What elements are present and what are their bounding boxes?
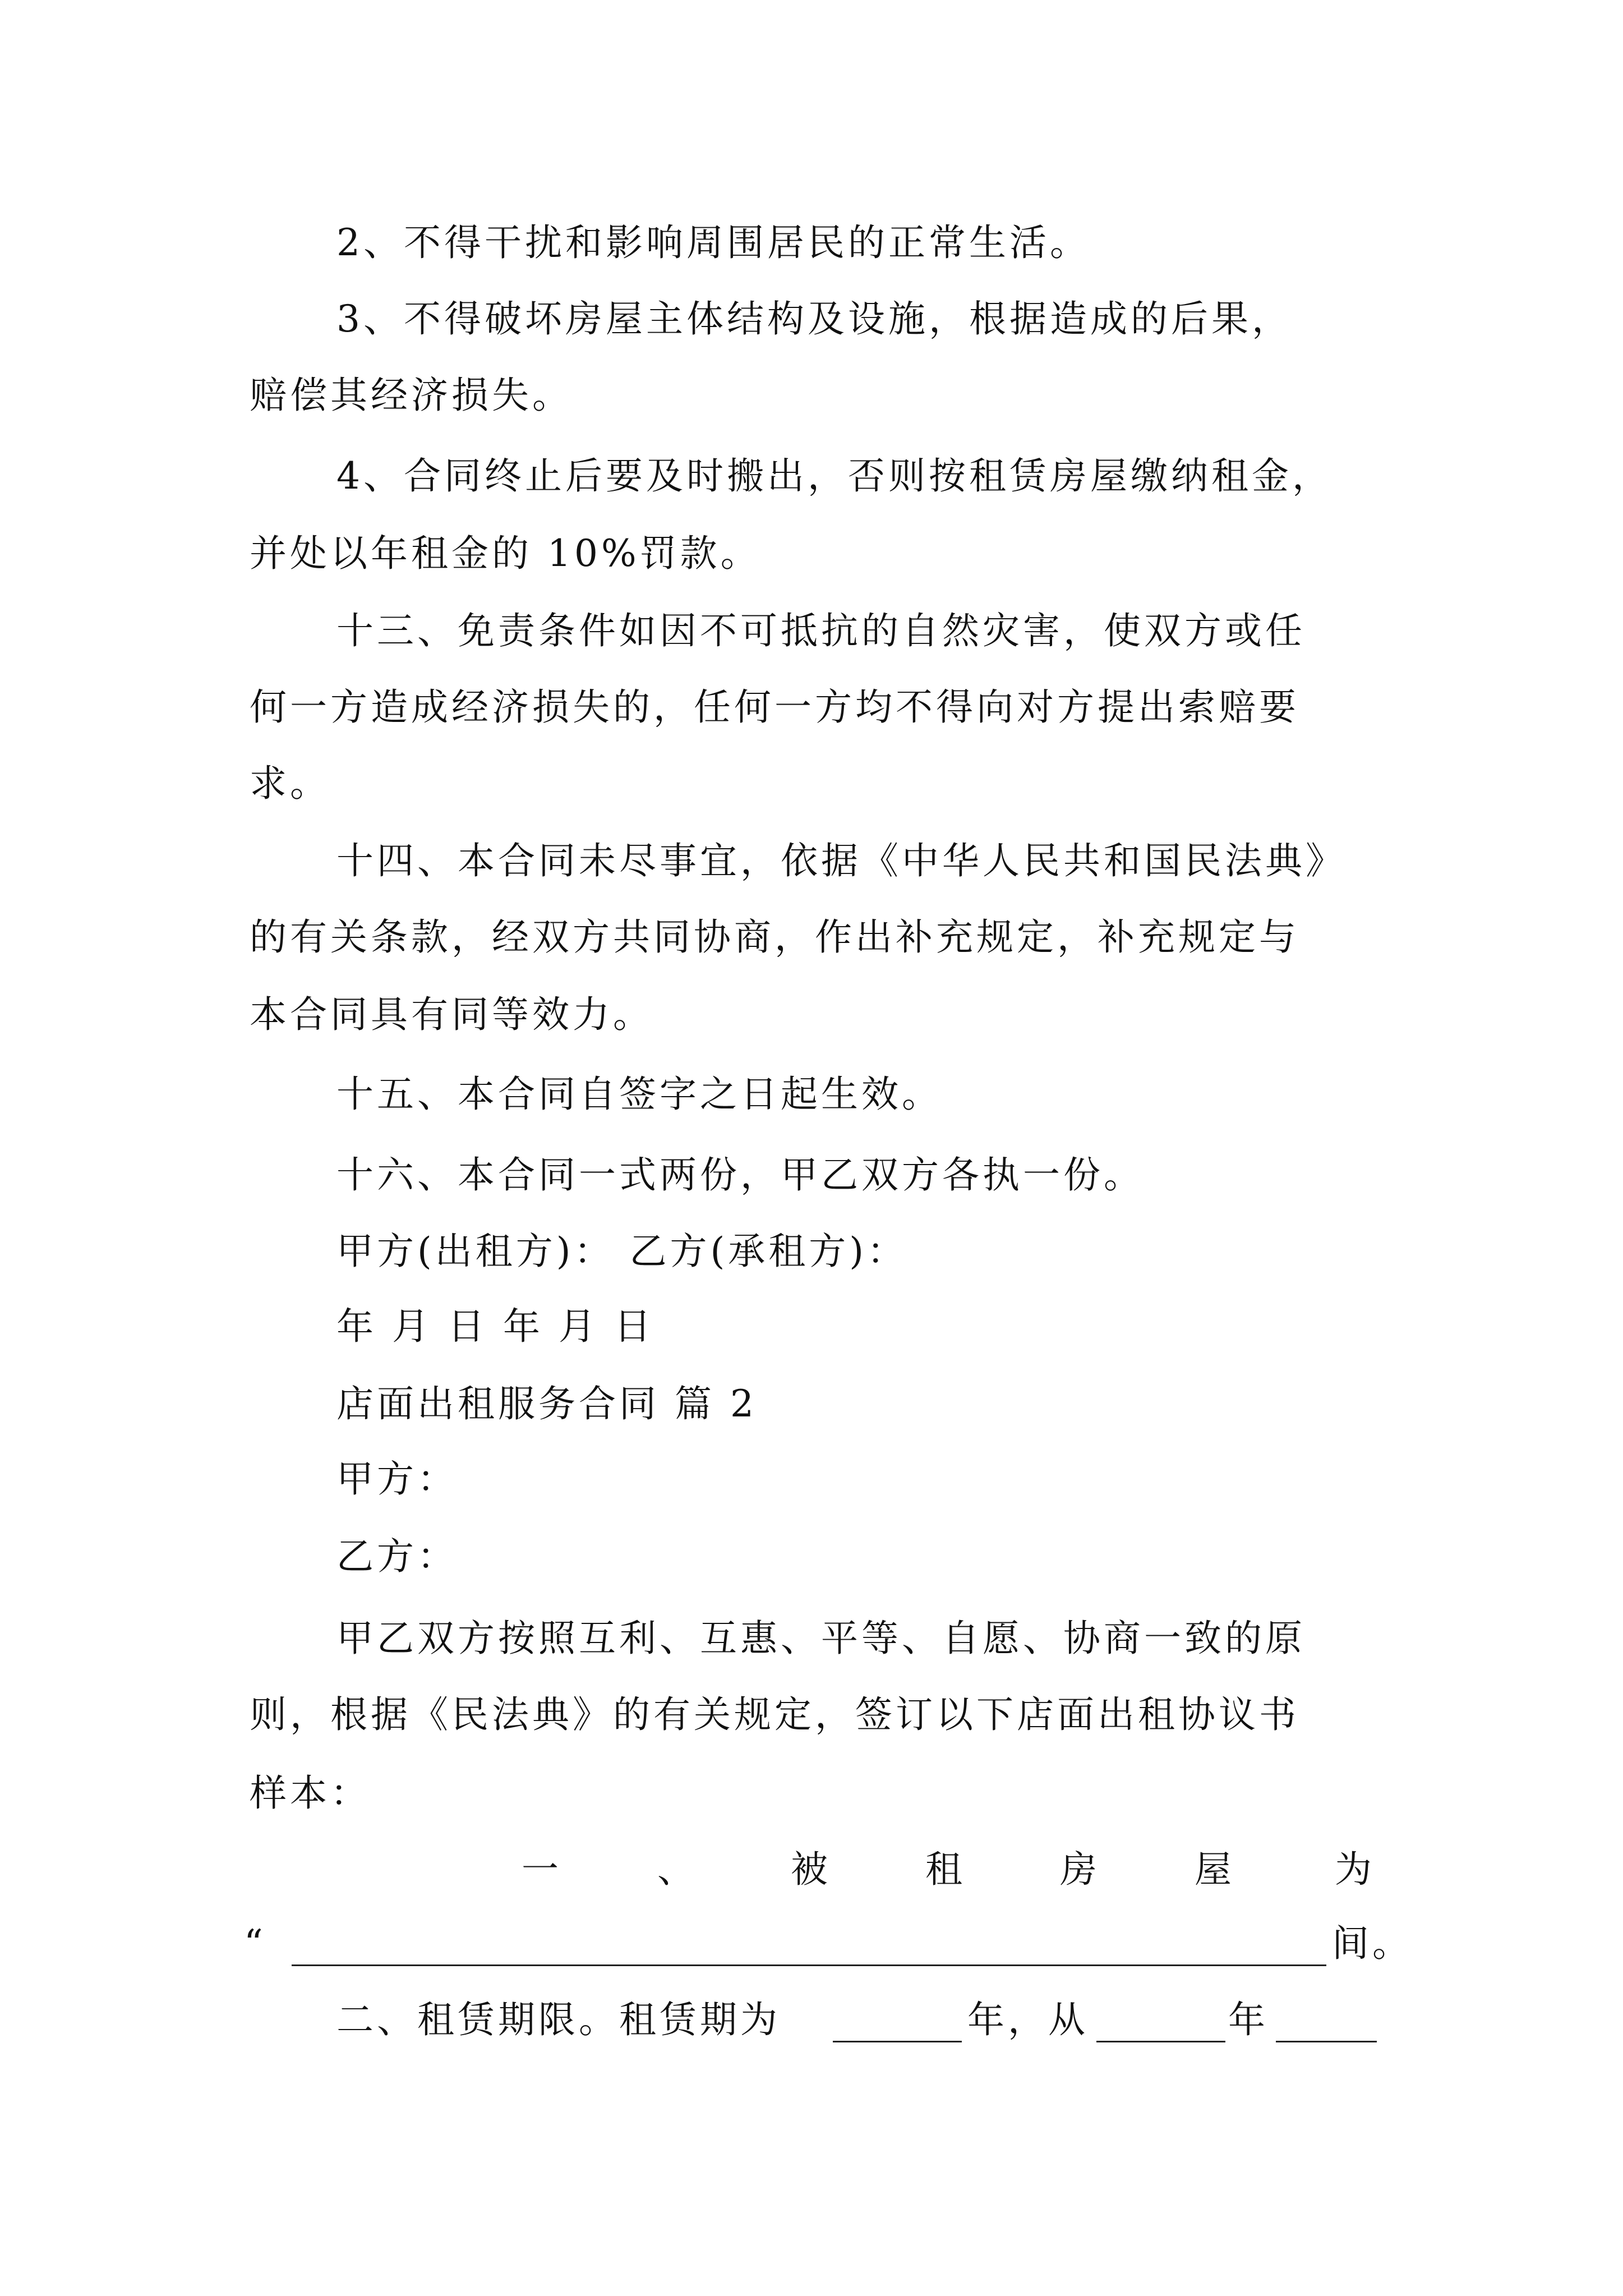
fill-in-blank <box>833 2041 962 2042</box>
clause-one-char: 为 <box>1335 1848 1372 1891</box>
clause-item-4-cont: 并处以年租金的 10%罚款。 <box>250 532 761 575</box>
clause-one-tail: 间。 <box>1332 1922 1413 1965</box>
clause-one-char: 、 <box>657 1848 694 1891</box>
clause-item-4: 4、合同终止后要及时搬出，否则按租赁房屋缴纳租金， <box>336 454 1332 498</box>
clause-one-char: 一 <box>522 1848 559 1891</box>
fill-in-blank <box>1276 2041 1377 2042</box>
quote-mark: “ <box>244 1922 263 1965</box>
fill-in-blank <box>1096 2041 1225 2042</box>
clause-two-text: 年 <box>1228 1998 1269 2041</box>
preamble-cont-1: 则，根据《民法典》的有关规定，签订以下店面出租协议书 <box>250 1693 1299 1736</box>
section-heading: 店面出租服务合同 篇 2 <box>336 1382 757 1425</box>
clause-13-cont-2: 求。 <box>250 762 330 805</box>
clause-one-char: 被 <box>791 1848 828 1891</box>
party-b-label: 乙方： <box>336 1535 458 1578</box>
signature-dates: 年 月 日 年 月 日 <box>336 1305 654 1348</box>
clause-13: 十三、免责条件如因不可抵抗的自然灾害，使双方或任 <box>336 609 1306 652</box>
clause-14: 十四、本合同未尽事宜，依据《中华人民共和国民法典》 <box>336 839 1346 882</box>
clause-15: 十五、本合同自签字之日起生效。 <box>336 1073 942 1116</box>
clause-16: 十六、本合同一式两份，甲乙双方各执一份。 <box>336 1153 1144 1197</box>
clause-14-cont-1: 的有关条款，经双方共同协商，作出补充规定，补充规定与 <box>250 915 1299 959</box>
fill-in-blank <box>292 1964 1326 1966</box>
clause-two-text: 年，从 <box>967 1998 1089 2041</box>
clause-one-char: 屋 <box>1195 1848 1232 1891</box>
clause-14-cont-2: 本合同具有同等效力。 <box>250 993 653 1036</box>
party-a-label: 甲方： <box>336 1457 458 1501</box>
clause-13-cont-1: 何一方造成经济损失的，任何一方均不得向对方提出索赔要 <box>250 685 1299 729</box>
clause-one-fill-row <box>244 1922 1413 1970</box>
signature-parties: 甲方(出租方)： 乙方(承租方)： <box>336 1230 907 1273</box>
clause-one-char: 房 <box>1060 1848 1097 1891</box>
clause-two-text: 二、租赁期限。租赁期为 <box>336 1998 781 2041</box>
preamble-cont-2: 样本： <box>250 1772 371 1815</box>
clause-one-char: 租 <box>925 1848 962 1891</box>
clause-item-3-cont: 赔偿其经济损失。 <box>250 374 573 417</box>
preamble: 甲乙双方按照互利、互惠、平等、自愿、协商一致的原 <box>336 1617 1306 1660</box>
clause-item-3: 3、不得破坏房屋主体结构及设施，根据造成的后果， <box>336 297 1292 341</box>
clause-item-2: 2、不得干扰和影响周围居民的正常生活。 <box>336 221 1090 264</box>
